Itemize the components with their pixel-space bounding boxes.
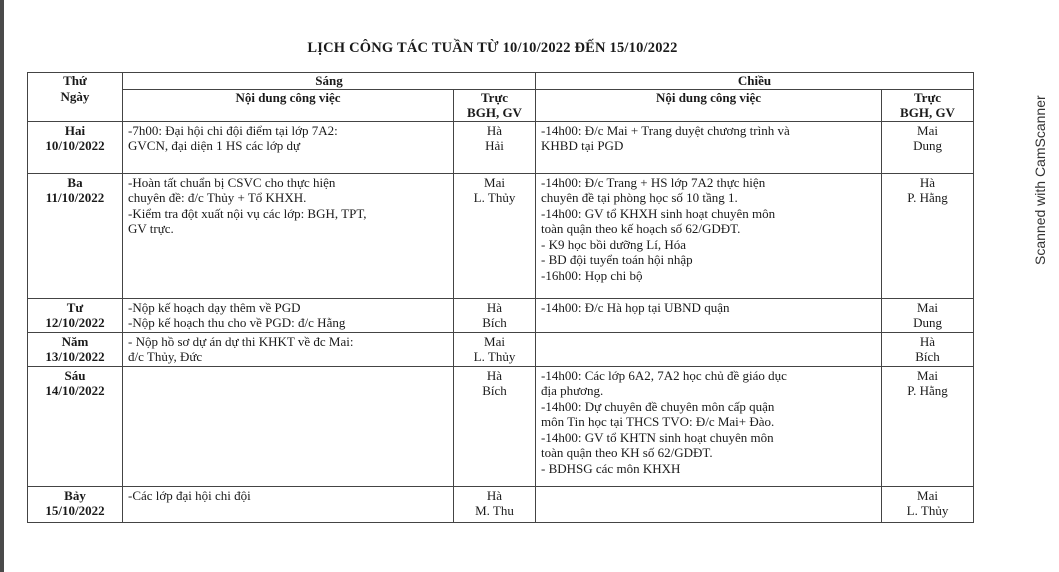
duty-name: Hà bbox=[486, 487, 503, 503]
day-cell bbox=[28, 366, 123, 486]
morning-content bbox=[123, 298, 454, 332]
duty-name: Bích bbox=[915, 349, 940, 364]
day-cell bbox=[28, 486, 123, 522]
day-cell bbox=[28, 121, 123, 173]
schedule-body bbox=[28, 121, 974, 522]
morning-line: đ/c Thủy, Đức bbox=[128, 349, 203, 364]
afternoon-content bbox=[536, 366, 882, 486]
day-date: 10/10/2022 bbox=[45, 138, 105, 153]
schedule-row bbox=[28, 366, 974, 486]
afternoon-duty bbox=[882, 173, 974, 298]
duty-name: Hà bbox=[486, 299, 503, 315]
afternoon-line: -14h00: Các lớp 6A2, 7A2 học chủ đề giáo dục bbox=[541, 367, 787, 383]
duty-name: L. Thủy bbox=[906, 503, 949, 518]
afternoon-line: - BD đội tuyển toán hội nhập bbox=[541, 252, 693, 267]
header-afternoon-content: Nội dung công việc bbox=[536, 89, 882, 121]
day-name: Sáu bbox=[64, 367, 86, 383]
page-title: LỊCH CÔNG TÁC TUẦN TỪ 10/10/2022 ĐẾN 15/10/2022 bbox=[307, 40, 678, 56]
morning-duty bbox=[454, 121, 536, 173]
header-sang: Sáng bbox=[123, 73, 536, 90]
morning-duty bbox=[454, 298, 536, 332]
day-date: 13/10/2022 bbox=[45, 349, 105, 364]
day-name: Ba bbox=[67, 174, 83, 190]
morning-content bbox=[123, 173, 454, 298]
duty-name: Mai bbox=[917, 122, 938, 138]
afternoon-content bbox=[536, 486, 882, 522]
afternoon-line: - BDHSG các môn KHXH bbox=[541, 460, 681, 476]
schedule-row bbox=[28, 332, 974, 366]
afternoon-line: địa phương. bbox=[541, 383, 604, 398]
afternoon-content bbox=[536, 332, 882, 366]
afternoon-content bbox=[536, 121, 882, 173]
schedule-row bbox=[28, 173, 974, 298]
afternoon-line: -14h00: GV tổ KHTN sinh hoạt chuyên môn bbox=[541, 429, 774, 445]
schedule-row bbox=[28, 121, 974, 173]
day-cell bbox=[28, 173, 123, 298]
afternoon-line: -16h00: Họp chi bộ bbox=[541, 267, 643, 283]
duty-name: Mai bbox=[917, 299, 938, 315]
header-duty-line1: Trực bbox=[913, 89, 942, 105]
duty-name: Bích bbox=[482, 315, 507, 330]
day-date: 12/10/2022 bbox=[45, 315, 105, 330]
header-thu: Thứ bbox=[28, 73, 123, 90]
morning-duty bbox=[454, 486, 536, 522]
duty-name: Bích bbox=[482, 383, 507, 398]
day-name: Hai bbox=[64, 122, 86, 138]
morning-line: -7h00: Đại hội chi đội điểm tại lớp 7A2: bbox=[128, 122, 338, 138]
duty-name: M. Thu bbox=[475, 503, 514, 518]
duty-name: Mai bbox=[917, 367, 938, 383]
duty-name: Hà bbox=[919, 333, 936, 349]
afternoon-line: chuyên đề tại phòng học số 10 tầng 1. bbox=[541, 190, 738, 205]
duty-name: Mai bbox=[484, 333, 505, 349]
afternoon-content bbox=[536, 173, 882, 298]
duty-name: Mai bbox=[484, 174, 505, 190]
morning-line: -Hoàn tất chuẩn bị CSVC cho thực hiện bbox=[128, 174, 336, 190]
header-afternoon-duty bbox=[882, 89, 974, 121]
afternoon-duty bbox=[882, 486, 974, 522]
day-date: 11/10/2022 bbox=[45, 190, 105, 205]
duty-name: L. Thủy bbox=[473, 190, 516, 205]
header-duty-line1: Trực bbox=[480, 89, 509, 105]
header-row-sessions bbox=[28, 73, 974, 90]
morning-line: -Kiểm tra đột xuất nội vụ các lớp: BGH, TPT, bbox=[128, 205, 367, 221]
scanner-watermark: Scanned with CamScanner bbox=[1032, 95, 1048, 265]
duty-name: Dung bbox=[913, 315, 942, 330]
duty-name: L. Thủy bbox=[473, 349, 516, 364]
afternoon-line: -14h00: Đ/c Mai + Trang duyệt chương trình và bbox=[541, 122, 790, 138]
day-cell bbox=[28, 332, 123, 366]
afternoon-duty bbox=[882, 366, 974, 486]
morning-content bbox=[123, 121, 454, 173]
duty-name: Mai bbox=[917, 487, 938, 503]
header-duty-line2: BGH, GV bbox=[467, 105, 522, 120]
afternoon-line: toàn quận theo kế hoạch số 62/GDĐT. bbox=[541, 221, 741, 236]
header-row-columns bbox=[28, 89, 974, 121]
day-date: 15/10/2022 bbox=[45, 503, 105, 518]
afternoon-duty bbox=[882, 332, 974, 366]
afternoon-line: KHBD tại PGD bbox=[541, 138, 624, 153]
header-duty-line2: BGH, GV bbox=[900, 105, 955, 120]
duty-name: Dung bbox=[913, 138, 942, 153]
morning-line: chuyên đề: đ/c Thủy + Tổ KHXH. bbox=[128, 190, 307, 205]
duty-name: Hà bbox=[486, 122, 503, 138]
afternoon-line: -14h00: Đ/c Hà họp tại UBND quận bbox=[541, 299, 730, 315]
morning-duty bbox=[454, 173, 536, 298]
morning-line: -Nộp kế hoạch thu cho về PGD: đ/c Hằng bbox=[128, 315, 346, 330]
duty-name: P. Hằng bbox=[907, 383, 948, 398]
morning-content bbox=[123, 366, 454, 486]
morning-line: GV trực. bbox=[128, 221, 174, 236]
day-name: Bảy bbox=[64, 487, 86, 503]
afternoon-duty bbox=[882, 121, 974, 173]
schedule-row bbox=[28, 486, 974, 522]
header-ngay: Ngày bbox=[28, 89, 123, 121]
page-left-edge bbox=[0, 0, 4, 572]
morning-duty bbox=[454, 366, 536, 486]
morning-line: - Nộp hồ sơ dự án dự thi KHKT về đc Mai: bbox=[128, 333, 354, 349]
day-date: 14/10/2022 bbox=[45, 383, 105, 398]
morning-content bbox=[123, 332, 454, 366]
morning-duty bbox=[454, 332, 536, 366]
day-name: Tư bbox=[66, 299, 84, 315]
morning-line: -Nộp kế hoạch dạy thêm về PGD bbox=[128, 299, 301, 315]
duty-name: P. Hằng bbox=[907, 190, 948, 205]
header-morning-duty bbox=[454, 89, 536, 121]
afternoon-line: -14h00: Đ/c Trang + HS lớp 7A2 thực hiện bbox=[541, 174, 766, 190]
day-name: Năm bbox=[61, 333, 89, 349]
afternoon-line: toàn quận theo KH số 62/GDĐT. bbox=[541, 445, 713, 460]
weekly-schedule-table bbox=[27, 72, 974, 523]
afternoon-line: - K9 học bồi dưỡng Lí, Hóa bbox=[541, 236, 686, 252]
afternoon-line: -14h00: Dự chuyên đề chuyên môn cấp quận bbox=[541, 398, 775, 414]
morning-content bbox=[123, 486, 454, 522]
duty-name: Hà bbox=[919, 174, 936, 190]
duty-name: Hải bbox=[485, 138, 504, 153]
day-cell bbox=[28, 298, 123, 332]
afternoon-line: môn Tin học tại THCS TVO: Đ/c Mai+ Đào. bbox=[541, 414, 775, 429]
afternoon-line: -14h00: GV tổ KHXH sinh hoạt chuyên môn bbox=[541, 205, 776, 221]
schedule-row bbox=[28, 298, 974, 332]
morning-line: -Các lớp đại hội chi đội bbox=[128, 487, 251, 503]
header-chieu: Chiều bbox=[536, 73, 974, 90]
duty-name: Hà bbox=[486, 367, 503, 383]
afternoon-duty bbox=[882, 298, 974, 332]
morning-line: GVCN, đại diện 1 HS các lớp dự bbox=[128, 138, 301, 153]
afternoon-content bbox=[536, 298, 882, 332]
header-morning-content: Nội dung công việc bbox=[123, 89, 454, 121]
